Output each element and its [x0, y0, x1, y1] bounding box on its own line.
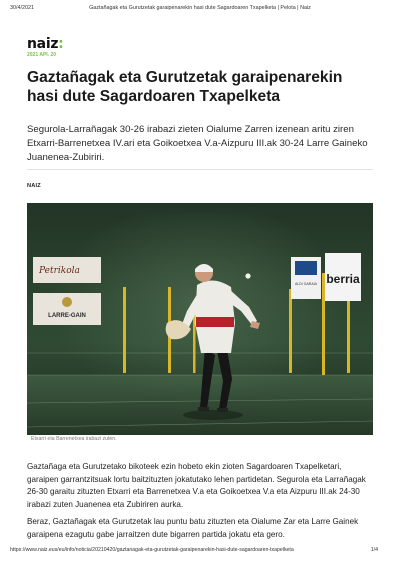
- print-date: 30/4/2021: [10, 5, 34, 11]
- article-body: [27, 461, 375, 547]
- svg-text:Petrikola: Petrikola: [39, 266, 80, 276]
- publication-date: 2021 API. 20: [27, 52, 57, 58]
- logo-wordmark: naiz:: [27, 36, 64, 52]
- site-logo[interactable]: [27, 37, 63, 58]
- print-header: [10, 5, 390, 15]
- svg-text:berria: berria: [326, 272, 360, 286]
- article-lead: Segurola-Larrañagak 30-26 irabazi zieten Oialume Zarren izenean aritu ziren Etxarri-Barrenetxea IV.ari eta Goikoetxea V.a-Aizpuru III.ak 30-24 Larre Gaineko Juanenea-Zubiriri.: [27, 124, 368, 163]
- article-paragraph: Gaztañaga eta Gurutzetako bikoteek ezin hobeto ekin zioten Sagardoaren Txapelketari, garaipen garrantzitsuak lortu baitzituzten jokatutako lehen partidetan. Segurola eta Larrañagak 26-30 garaitu zituzten Etxarri eta Barrenetxea V.a eta Goikoetxea V.a eta Aizpuru III.ak 24-30 irabazi zuten Juanenea eta Zubiriren aurka.: [27, 462, 366, 509]
- print-url[interactable]: https://www.naiz.eus/eu/info/noticia/20210420/gaztanagak-eta-gurutzetak-garaipenarekin-hasi-dute-sagardoaren-txapelketa: [10, 547, 294, 553]
- article-headline: Gaztañagak eta Gurutzetak garaipenarekin hasi dute Sagardoaren Txapelketa: [27, 69, 343, 105]
- article-photo: [27, 203, 373, 435]
- svg-text:ALDI GARAIA: ALDI GARAIA: [295, 282, 317, 286]
- photo-caption: Etxarri eta Barrenetxea irabazi zuten.: [31, 436, 117, 442]
- svg-text:LARRE-GAIN: LARRE-GAIN: [48, 313, 86, 319]
- article-paragraph: Beraz, Gaztañagak eta Gurutzetak lau puntu batu zituzten eta Oialume Zar eta Larre Gainek garaipena ezagutu gabe jarraitzen dute bigarren partida jokatu eta gero.: [27, 517, 359, 539]
- ad-board-right: [325, 253, 361, 301]
- page-number: 1/4: [370, 547, 378, 553]
- ad-board-left-top: [33, 257, 101, 283]
- article-author: NAIZ: [27, 183, 41, 189]
- print-page-title: Gaztañagak eta Gurutzetak garaipenarekin hasi dute Sagardoaren Txapelketa | Pelota | Naiz: [89, 5, 311, 11]
- ad-board-left-bottom: [33, 293, 101, 325]
- ad-board-right-small: [291, 257, 321, 299]
- divider: [27, 169, 373, 170]
